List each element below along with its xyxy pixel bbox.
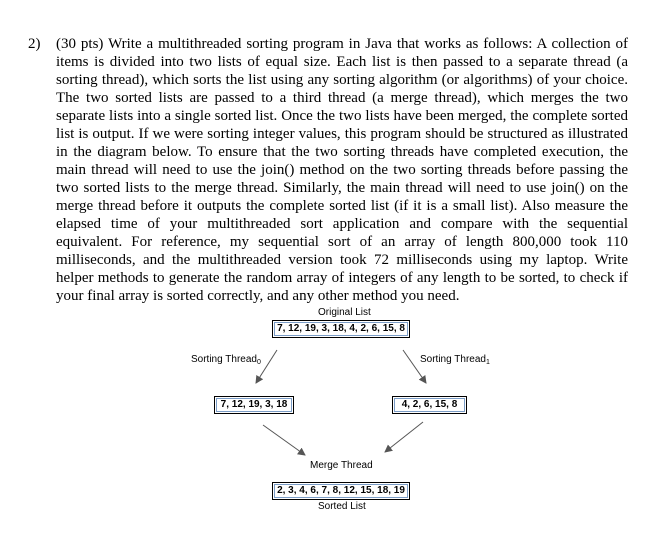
merge-thread-label: Merge Thread — [310, 460, 373, 471]
right-list-box: 4, 2, 6, 15, 8 — [392, 396, 467, 414]
question-number: 2) — [28, 36, 41, 52]
sorted-list-label: Sorted List — [318, 501, 366, 512]
sorting-thread-0-label: Sorting Thread$_0$ — [191, 354, 261, 366]
arrow-left-to-merge — [263, 425, 305, 455]
sorting-thread-1-label: Sorting Thread$_1$ — [420, 354, 490, 366]
sorted-list-box: 2, 3, 4, 6, 7, 8, 12, 15, 18, 19 — [272, 482, 410, 500]
arrow-right-to-merge — [385, 422, 423, 452]
left-list-box: 7, 12, 19, 3, 18 — [214, 396, 294, 414]
original-list-box: 7, 12, 19, 3, 18, 4, 2, 6, 15, 8 — [272, 320, 410, 338]
question-text: (30 pts) Write a multithreaded sorting program in Java that works as follows: A collection of items is divided into two lists of equal size. Each list is then passed to a separate thread (a sorting thread), which sorts the list using any sorting algorithm (or algorithms) of your choice. The two sorted lists are passed to a third thread (a merge thread), which merges the two separate lists into a single sorted list. Once the two lists have been merged, the complete sorted list is output. If we were sorting integer values, this program should be structured as illustrated in the diagram below. To ensure that the two sorting threads have completed execution, the main thread will need to use the join() method on the two sorting threads before passing the two sorted lists to the merge thread. Similarly, the main thread will need to use join() on the merge thread before it outputs the complete sorted list (if it is a small list). Also measure the elapsed time of your multithreaded sort application and compare with the sequential equivalent. For reference, my sequential sort of an array of length 800,000 took 110 milliseconds, and the multithreaded version took 72 milliseconds using my laptop. Write helper methods to generate the random array of integers of any length to be sorted, to check if your final array is sorted correctly, and any other method you need. — [56, 36, 628, 304]
original-list-label: Original List — [318, 307, 371, 318]
